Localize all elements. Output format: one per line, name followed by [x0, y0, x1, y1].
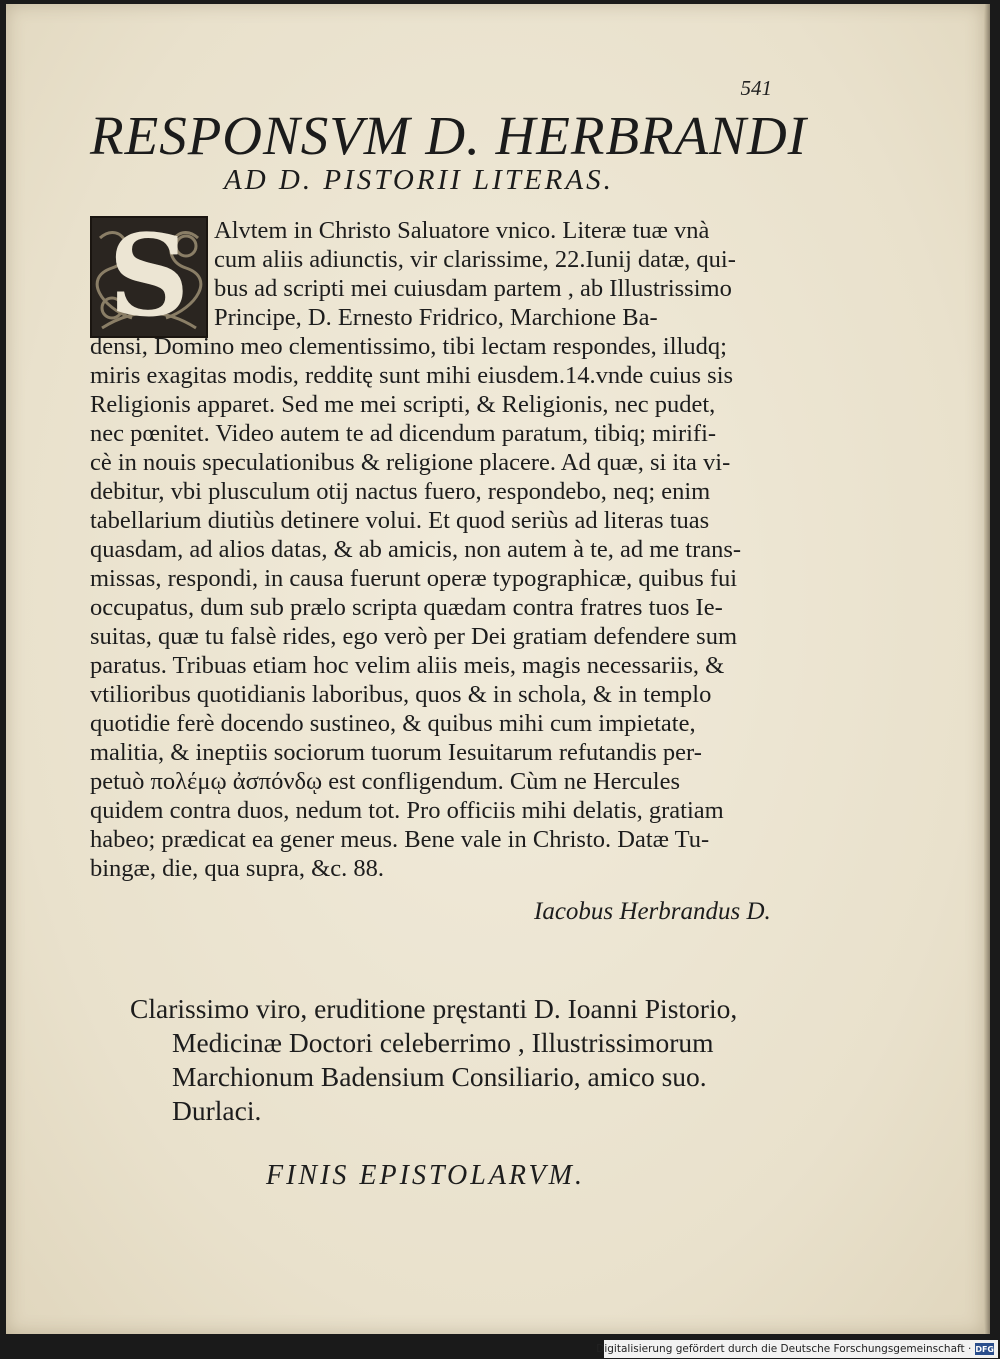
- body-line: paratus. Tribuas etiam hoc velim aliis meis, magis necessariis, &: [90, 652, 725, 679]
- footer-text: Digitalisierung gefördert durch die Deutsche Forschungsgemeinschaft ·: [596, 1343, 972, 1355]
- body-line: occupatus, dum sub prælo scripta quædam contra fratres tuos Ie-: [90, 594, 723, 621]
- body-line: quidem contra duos, nedum tot. Pro officiis mihi delatis, gratiam: [90, 797, 724, 824]
- ornamental-initial: [90, 216, 208, 338]
- address-line: Durlaci.: [172, 1095, 262, 1126]
- signature: Iacobus Herbrandus D.: [534, 898, 771, 925]
- page-number: 541: [740, 76, 772, 100]
- body-line: Alvtem in Christo Saluatore vnico. Literæ tuæ vnà: [214, 217, 710, 244]
- book-page: [6, 4, 984, 1334]
- address-line: Medicinæ Doctori celeberrimo , Illustrissimorum: [172, 1027, 714, 1058]
- closing-line: FINIS EPISTOLARVM.: [266, 1160, 585, 1191]
- body-line: debitur, vbi plusculum otij nactus fuero, respondebo, neq; enim: [90, 478, 711, 505]
- body-line: cum aliis adiunctis, vir clarissime, 22.Iunij datæ, qui-: [214, 246, 736, 273]
- body-line: petuò πολέμῳ ἀσπόνδῳ est confligendum. Cùm ne Hercules: [90, 768, 681, 795]
- body-line: quotidie ferè docendo sustineo, & quibus mihi cum impietate,: [90, 710, 696, 737]
- title-line-2: AD D. PISTORII LITERAS.: [224, 164, 614, 196]
- dfg-logo-icon: [975, 1343, 994, 1355]
- body-line: bingæ, die, qua supra, &c. 88.: [90, 855, 384, 882]
- body-line: Principe, D. Ernesto Fridrico, Marchione Ba-: [214, 304, 658, 331]
- dfg-logo-text: DFG: [975, 1344, 994, 1354]
- body-line: missas, respondi, in causa fuerunt operæ typographicæ, quibus fui: [90, 565, 738, 592]
- body-line: nec pœnitet. Video autem te ad dicendum paratum, tibiq; mirifi-: [90, 420, 717, 447]
- page-edge: [984, 4, 990, 1334]
- body-line: malitia, & ineptiis sociorum tuorum Iesuitarum refutandis per-: [90, 739, 702, 766]
- initial-letter: S: [108, 216, 190, 338]
- body-line: habeo; prædicat ea gener meus. Bene vale in Christo. Datæ Tu-: [90, 826, 710, 853]
- title-line-1: RESPONSVM D. HERBRANDI: [90, 105, 807, 166]
- digitization-footer: [596, 1340, 998, 1358]
- body-line: quasdam, ad alios datas, & ab amicis, non autem à te, ad me trans-: [90, 536, 742, 563]
- body-line: tabellarium diutiùs detinere volui. Et quod seriùs ad literas tuas: [90, 507, 710, 534]
- body-line: bus ad scripti mei cuiusdam partem , ab Illustrissimo: [214, 275, 732, 302]
- body-line: cè in nouis speculationibus & religione placere. Ad quæ, si ita vi-: [90, 449, 731, 476]
- body-line: miris exagitas modis, redditę sunt mihi eiusdem.14.vnde cuius sis: [90, 362, 734, 389]
- address-line: Marchionum Badensium Consiliario, amico suo.: [172, 1061, 707, 1092]
- body-line: Religionis apparet. Sed me mei scripti, & Religionis, nec pudet,: [90, 391, 716, 418]
- body-line: densi, Domino meo clementissimo, tibi lectam respondes, illudq;: [90, 333, 727, 360]
- body-line: vtilioribus quotidianis laboribus, quos & in schola, & in templo: [90, 681, 712, 708]
- address-line: Clarissimo viro, eruditione pręstanti D. Ioanni Pistorio,: [130, 993, 738, 1024]
- body-line: suitas, quæ tu falsè rides, ego verò per Dei gratiam defendere sum: [90, 623, 738, 650]
